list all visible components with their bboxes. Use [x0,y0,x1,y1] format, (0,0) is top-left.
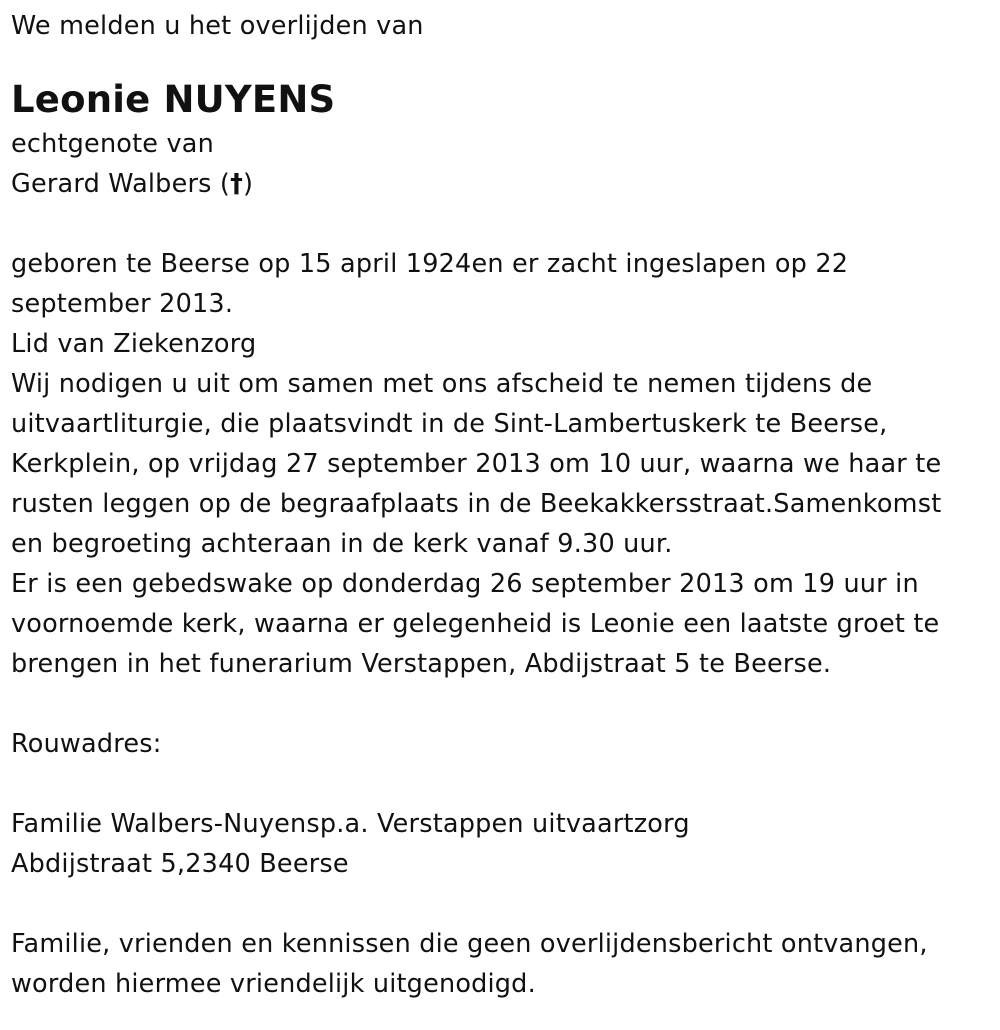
wake-line: Er is een gebedswake op donderdag 26 september 2013 om 19 uur in [11,569,919,599]
wake-line: voornoemde kerk, waarna er gelegenheid is Leonie een laatste groet te [11,609,940,639]
death-notice [11,6,986,1004]
invitation-line: rusten leggen op de begraafplaats in de Beekakkersstraat.Samenkomst [11,489,942,519]
spacer [11,764,986,804]
address-line-1: Familie Walbers-Nuyensp.a. Verstappen uitvaartzorg [11,809,690,839]
intro-text: We melden u het overlijden van [11,11,424,41]
invitation-line: Kerkplein, op vrijdag 27 september 2013 om 10 uur, waarna we haar te [11,449,942,479]
spouse-close: ) [243,169,254,199]
membership-text: Lid van Ziekenzorg [11,329,257,359]
address-label: Rouwadres: [11,729,162,759]
address-line-2: Abdijstraat 5,2340 Beerse [11,849,349,879]
spouse-line [11,164,986,204]
invitation-line: Wij nodigen u uit om samen met ons afscheid te nemen tijdens de [11,369,873,399]
closing-line-2: worden hiermee vriendelijk uitgenodigd. [11,969,536,999]
birth-line-2: september 2013. [11,289,234,319]
spacer [11,684,986,724]
invitation-line: uitvaartliturgie, die plaatsvindt in de Sint-Lambertuskerk te Beerse, [11,409,888,439]
relation-text: echtgenote van [11,129,214,159]
spacer [11,204,986,244]
wake-line: brengen in het funerarium Verstappen, Abdijstraat 5 te Beerse. [11,649,832,679]
deceased-name: Leonie NUYENS [11,78,336,121]
cross-icon: † [230,169,244,199]
invitation-line: en begroeting achteraan in de kerk vanaf 9.30 uur. [11,529,673,559]
spouse-name: Gerard Walbers ( [11,169,231,199]
birth-line-1: geboren te Beerse op 15 april 1924en er zacht ingeslapen op 22 [11,249,849,279]
closing-line-1: Familie, vrienden en kennissen die geen overlijdensbericht ontvangen, [11,929,928,959]
spacer [11,884,986,924]
